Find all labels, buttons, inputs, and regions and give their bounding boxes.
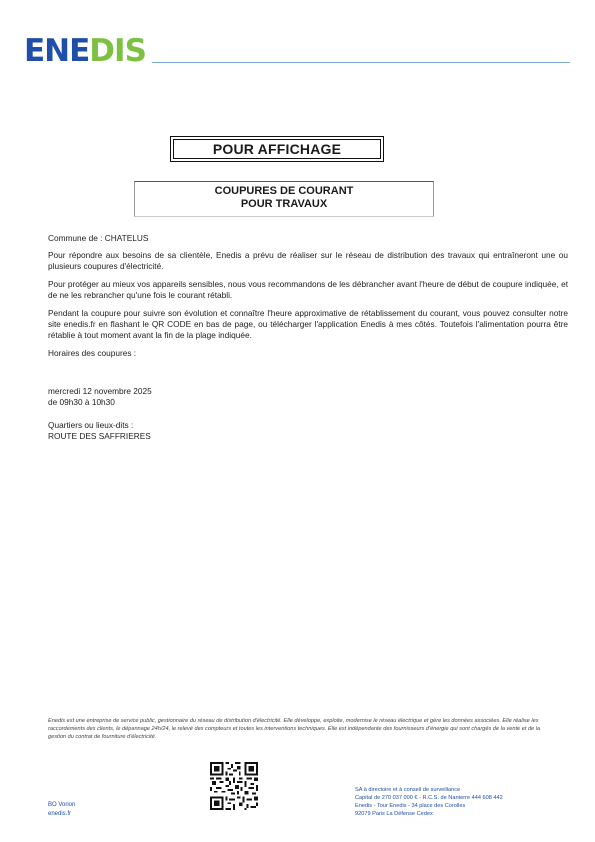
header-divider: [152, 62, 570, 63]
footer-legal-text: Enedis est une entreprise de service public, gestionnaire du réseau de distribution d'électricité. Elle développe, exploite, modernise le réseau électrique et gère les données associées. Elle réalise les raccordements des clients, le dépannage 24h/24, le relevé des compteurs et toutes les interventions techniques. Elle est indépendante des fournisseurs d'énergie qui sont chargés de la vente et de la gestion du contrat de fourniture d'électricité.: [48, 718, 541, 740]
coupure-time: de 09h30 à 10h30: [48, 397, 115, 407]
footer-office: BO Vorion: [48, 802, 76, 808]
logo-text-part1: ENE: [24, 33, 90, 69]
logo-text-part2: DIS: [89, 33, 146, 69]
coupure-date: mercredi 12 novembre 2025: [48, 386, 152, 396]
notice-title-line1: COUPURES DE COURANT: [214, 185, 354, 197]
paragraph-suivi: Pendant la coupure pour suivre son évolution et connaître l'heure approximative de rétablissement du courant, vous pouvez consulter notre site enedis.fr en flashant le QR CODE en bas de page, ou télécharger l'application Enedis à mes côtés. Toutefois l'alimentation pourra être rétablie à tout moment avant la fin de la plage indiquée.: [48, 308, 568, 340]
notice-title-box: [134, 181, 434, 217]
notice-body: [48, 233, 568, 442]
commune-line: Commune de : CHATELUS: [48, 233, 149, 243]
paragraph-intro: Pour répondre aux besoins de sa clientèle, Enedis a prévu de réaliser sur le réseau de distribution des travaux qui entraîneront une ou plusieurs coupures d'électricité.: [48, 250, 568, 271]
horaires-label: Horaires des coupures :: [48, 348, 137, 358]
quartiers-block: [48, 420, 568, 442]
affichage-title: POUR AFFICHAGE: [173, 139, 381, 159]
footer-company-line1: SA à directoire et à conseil de surveillance: [355, 787, 461, 793]
quartier-name: ROUTE DES SAFFRIERES: [48, 431, 151, 441]
footer-company-info: [355, 786, 503, 818]
notice-title-line2: POUR TRAVAUX: [240, 198, 328, 210]
qr-code[interactable]: [210, 762, 258, 810]
coupure-schedule: [48, 386, 568, 408]
enedis-logo: [24, 33, 146, 69]
footer-left: [48, 801, 75, 819]
footer-company-line4: 92079 Paris La Défense Cedex: [355, 811, 433, 817]
paragraph-appareils: Pour protéger au mieux vos appareils sensibles, nous vous recommandons de les débrancher avant l'heure de début de coupure indiquée, et de ne les rebrancher qu'une fois le courant rétabli.: [48, 279, 568, 300]
footer-company-line3: Enedis - Tour Enedis - 34 place des Corolles: [355, 803, 466, 809]
footer-company-line2: Capital de 270 037 000 € - R.C.S. de Nanterre 444 608 442: [355, 795, 503, 801]
affichage-box: [170, 136, 384, 162]
quartiers-label: Quartiers ou lieux-dits :: [48, 420, 134, 430]
footer-website-link[interactable]: enedis.fr: [48, 811, 72, 817]
